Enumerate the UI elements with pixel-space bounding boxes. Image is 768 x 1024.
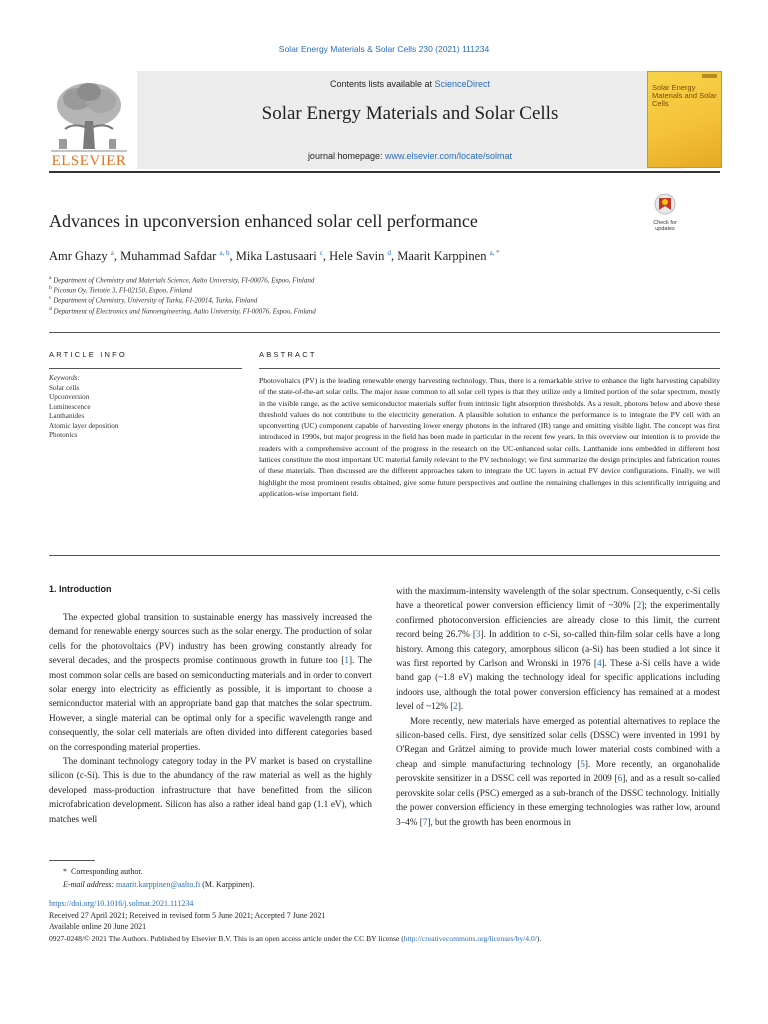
journal-cover-thumbnail[interactable] bbox=[647, 71, 722, 168]
cover-logo-mark bbox=[702, 74, 717, 78]
journal-header bbox=[49, 71, 720, 169]
reference-link[interactable]: 2 bbox=[636, 600, 642, 611]
reference-link[interactable]: 1 bbox=[344, 655, 349, 666]
footnotes bbox=[49, 866, 254, 891]
online-date: Available online 20 June 2021 bbox=[49, 922, 147, 931]
affiliation-text: Department of Electronics and Nanoengineering, Aalto University, FI-00076, Espoo, Finland bbox=[53, 307, 316, 316]
journal-banner bbox=[137, 71, 683, 169]
affiliation-text: Picosun Oy, Tietotie 3, FI-02150, Espoo, Finland bbox=[53, 286, 192, 295]
check-for-updates-badge[interactable] bbox=[648, 193, 682, 231]
contents-prefix: Contents lists available at bbox=[329, 79, 435, 89]
keywords-label: Keywords: bbox=[49, 374, 80, 382]
article-title: Advances in upconversion enhanced solar cell performance bbox=[49, 211, 478, 231]
text-run: ]; the experimentally confirmed photoconversion efficiencies are already close to this limit, the current record being 26.7% [ bbox=[396, 600, 720, 640]
sciencedirect-link[interactable]: ScienceDirect bbox=[434, 79, 491, 89]
footnote-divider bbox=[49, 860, 95, 861]
elsevier-wordmark: ELSEVIER bbox=[51, 153, 127, 169]
author-name: Hele Savin bbox=[329, 249, 385, 264]
body-column-right bbox=[396, 584, 720, 829]
homepage-link[interactable]: www.elsevier.com/locate/solmat bbox=[385, 151, 513, 161]
keywords-block bbox=[49, 374, 118, 441]
text-run: ], but the growth has been enormous in bbox=[427, 816, 571, 827]
keyword-item: Atomic layer deposition bbox=[49, 421, 119, 430]
text-run: ]. The most common solar cells are based on semiconducting materials and in order to convert solar energy into electricity as efficiently as possible, it is important to choose a semiconductor material with an appropriate band gap that matches the solar spectrum. However, a single material can be optimal only for a specific wavelength range and consequently, the solar cell materials are often divided into different categories based on the corresponding material properties. bbox=[49, 655, 372, 752]
affiliation-mark: b bbox=[49, 285, 52, 291]
author-affiliation-mark[interactable]: a, * bbox=[489, 249, 500, 257]
keyword-item: Upconversion bbox=[49, 393, 90, 401]
abstract-divider bbox=[259, 368, 720, 369]
affiliation bbox=[49, 295, 257, 304]
affiliation-mark: d bbox=[49, 306, 52, 312]
author-affiliation-mark[interactable]: a bbox=[110, 249, 114, 257]
author-name: Muhammad Safdar bbox=[120, 249, 217, 264]
received-dates: Received 27 April 2021; Received in revised form 5 June 2021; Accepted 7 June 2021 bbox=[49, 910, 326, 920]
email-note bbox=[49, 879, 254, 892]
text-run: ]. More recently, an organohalide perovskite sensitizer in a DSSC cell was reported in 2009 [ bbox=[396, 758, 720, 784]
body-paragraph bbox=[396, 714, 720, 829]
affiliation-text: Department of Chemistry and Materials Science, Aalto University, FI-00076, Espoo, Finland bbox=[53, 276, 315, 285]
text-run: ]. bbox=[457, 701, 464, 712]
author-affiliation-mark[interactable]: c bbox=[319, 249, 323, 257]
text-run: with the maximum-intensity wavelength of the solar spectrum. Consequently, c-Si cells have a theoretical power conversion efficiency limit of ~30% [ bbox=[396, 586, 720, 611]
affiliation-text: Department of Chemistry, University of Turku, FI-20014, Turku, Finland bbox=[53, 296, 258, 305]
affiliation bbox=[49, 306, 316, 315]
license-link[interactable]: http://creativecommons.org/licenses/by/4.0/ bbox=[403, 933, 537, 943]
author-name: Mika Lastusaari bbox=[235, 249, 317, 264]
keyword-item: Solar cells bbox=[49, 383, 80, 392]
author-affiliation-mark[interactable]: d bbox=[387, 249, 391, 257]
header-divider bbox=[49, 171, 720, 173]
corresponding-author-note bbox=[49, 866, 254, 879]
keyword-item: Lanthanides bbox=[49, 412, 85, 420]
reference-link[interactable]: 2 bbox=[453, 701, 458, 712]
reference-link[interactable]: 5 bbox=[580, 758, 585, 769]
body-paragraph bbox=[49, 754, 372, 826]
keyword-item: Photonics bbox=[49, 431, 78, 439]
text-run: More recently, new materials have emerged as potential alternatives to replace the silicon-based cells. First, dye sensitized solar cells (DSSC) were invented in 1991 by O'Regan and Grätzel aiming to provide much lower material costs combined with a cheap and simple manufacturing technology [ bbox=[396, 715, 720, 769]
text-run: The dominant technology category today in the PV market is based on crystalline silicon (c-Si). This is due to the abundancy of the raw material as well as the highly developed mass-production infrastructure that have benefitted from the silicon microfabrication development. Silicon has also a rather ideal band gap (1.1 eV), which matches well bbox=[49, 756, 372, 824]
license-line bbox=[49, 933, 541, 945]
journal-citation[interactable]: Solar Energy Materials & Solar Cells 230 (2021) 111234 bbox=[278, 44, 490, 54]
body-paragraph bbox=[396, 584, 720, 714]
affiliation bbox=[49, 285, 192, 294]
publication-info bbox=[49, 898, 541, 944]
abstract-heading: ABSTRACT bbox=[259, 350, 317, 359]
reference-link[interactable]: 7 bbox=[422, 816, 428, 827]
check-badge-label bbox=[648, 220, 682, 232]
check-badge-line2: updates bbox=[655, 226, 675, 232]
homepage-line bbox=[137, 151, 683, 161]
affiliation-mark: a bbox=[49, 275, 52, 281]
check-badge-line1: Check for bbox=[653, 220, 677, 226]
author-list: Amr Ghazy $^a$, Muhammad Safdar $^{a, b}$, Mika Lastusaari $^c$, Hele Savin $^d$, Maarit Karppinen $^{a, *}$ bbox=[49, 249, 500, 264]
email-link[interactable]: maarit.karppinen@aalto.fi bbox=[116, 879, 201, 889]
section-heading-introduction: 1. Introduction bbox=[49, 584, 112, 594]
cover-title: Solar Energy Materials and Solar Cells bbox=[652, 83, 717, 108]
corresponding-label: Corresponding author. bbox=[71, 867, 143, 876]
author-affiliation-mark[interactable]: a, b bbox=[219, 249, 230, 257]
affiliation-mark: c bbox=[49, 295, 52, 301]
affiliation bbox=[49, 275, 314, 284]
homepage-prefix: journal homepage: bbox=[307, 151, 385, 161]
article-info-heading: ARTICLE INFO bbox=[49, 350, 127, 359]
abstract-end-divider bbox=[49, 555, 720, 556]
doi-link[interactable]: https://doi.org/10.1016/j.solmat.2021.111234 bbox=[49, 899, 194, 908]
text-run: ]. These a-Si cells have a wide band gap (~1.8 eV) making the technology ideal for specific applications including indoors use, although the total power conversion efficiency has remained at a modest level of ~12% [ bbox=[396, 658, 720, 712]
author-name: Maarit Karppinen bbox=[397, 249, 487, 264]
text-run: ]. In addition to c-Si, so-called thin-film solar cells have a long history. Among this category, amorphous silicon (a-Si) has been studied a lot since it was first reported by Carlson and Wronski in 1976 [ bbox=[396, 629, 720, 669]
article-info-divider bbox=[49, 368, 242, 369]
reference-link[interactable]: 3 bbox=[475, 629, 481, 640]
body-column-left bbox=[49, 610, 372, 826]
author-name: Amr Ghazy bbox=[49, 249, 108, 264]
text-run: ], and as a result so-called perovskite solar cells (PSC) emerged as a sub-branch of the DSSC technology. Initially the power conversion efficiency in these emerging technologies was rather low, around 3–4% [ bbox=[396, 773, 720, 827]
footnote-mark: * bbox=[63, 867, 67, 876]
email-label: E-mail address: bbox=[63, 879, 115, 889]
body-paragraph bbox=[49, 610, 372, 754]
text-run: The expected global transition to sustainable energy has massively increased the demand for renewable energy sources such as the solar energy. The production of solar cells for the photovoltaics (PV) industry has been growing constantly already for several decades, and the prospects promise continuous growth in future too [ bbox=[49, 612, 372, 666]
email-owner: (M. Karppinen). bbox=[202, 879, 255, 889]
journal-title: Solar Energy Materials and Solar Cells bbox=[261, 103, 559, 124]
license-text: ). bbox=[536, 933, 542, 943]
contents-line bbox=[137, 79, 683, 89]
check-updates-icon bbox=[648, 193, 682, 215]
reference-link[interactable]: 4 bbox=[596, 658, 602, 669]
keyword-item: Luminescence bbox=[49, 402, 91, 411]
affiliation-divider bbox=[49, 332, 720, 333]
license-text: 0927-0248/© 2021 The Authors. Published by Elsevier B.V. This is an open access article under the CC BY license ( bbox=[49, 933, 404, 943]
elsevier-logo[interactable] bbox=[49, 77, 129, 169]
abstract-text: Photovoltaics (PV) is the leading renewable energy harvesting technology. Thus, there is a remarkable strive to enhance the light harvesting capability of the state-of-the-art solar cells. The major issue common to all solar cell types is that they utilize only a limited portion of the solar spectrum, mostly in the visible range, as the active semiconductor materials suffer from intrinsic light absorption thresholds. As a result, photons below and above these threshold values do not contribute to the electricity generation. A plausible solution to enhance the performance is to integrate the PV cell with an upconverting (UC) component capable of harvesting lower energy photons in the infrared (IR) range and emitting visible light. The concept was first introduced in 1990s, but major progress in the field has been made in particular in the recent few years. In this overview our intention is to provide the readers with a comprehensive account of the progress in the research on the UC-enhanced solar cells. Lanthanide ions embedded in different host lattices constitute the most important UC material family relevant to the PV technology; we first summarize the design principles and fabrication routes of these materials. Then discussed are the different approaches taken to integrate the UC layers in actual PV device configurations. Finally, we will highlight the most prominent results obtained, give some future perspectives and outline the remaining challenges in this scientifically intriguing and application-wise important field. bbox=[259, 376, 720, 498]
reference-link[interactable]: 6 bbox=[617, 773, 623, 784]
